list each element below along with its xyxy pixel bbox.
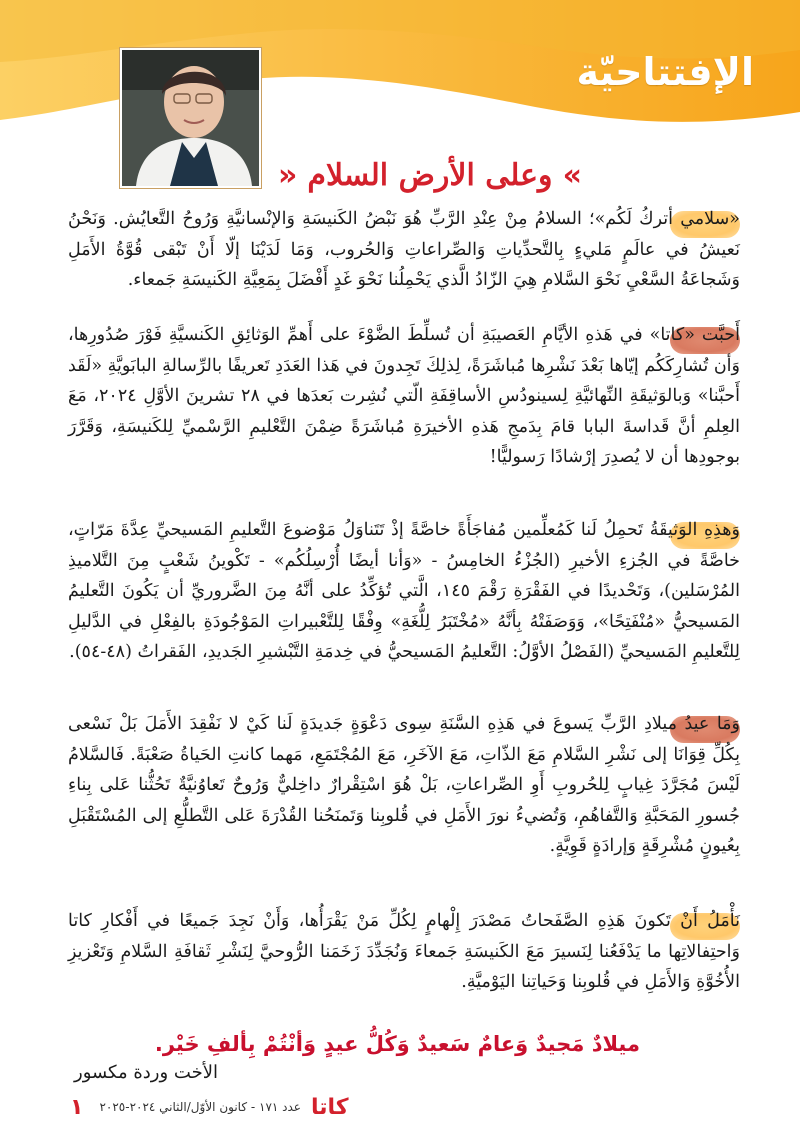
section-title: الإفتتاحيّة bbox=[576, 50, 754, 94]
headline-open-marks: » bbox=[562, 158, 582, 193]
paragraph-4: وَمَا عيدُ ميلادِ الرَّبِّ يَسوعَ في هَذِهِ السَّنَةِ سِوى دَعْوَةٍ جَديدَةٍ لَنا كَيْ لا نَفْقِدَ الأَمَلَ بَلْ نَسْعى بِكُلِّ قِوَانَا إلى نَشْرِ السَّلامِ مَعَ الذّاتِ، مَعَ الآخَرِ، مَعَ المُجْتَمَعِ، مَهما كانتِ الحَياةُ صَعْبَةً. فَالسَّلامُ لَيْسَ مُجَرَّدَ غِيابٍ لِلحُروبِ أَوِ الصِّراعاتِ، بَلْ هُوَ اسْتِقْرارٌ داخِليٌّ وَرُوحٌ تَعاوُنيَّةٌ تَحُثُّنا عَلى بِناءِ جُسورِ المَحَبَّةِ وَالتَّفاهُمِ، وَتُضيءُ نورَ الأَمَلِ في قُلوبِنا وَتَمنَحُنا القُدْرَةَ عَلى التَّطلُّعِ إلى المُسْتَقْبَلِ بِعُيونٍ مُشْرِقَةٍ وَإرادَةٍ قَوِيَّةٍ. bbox=[68, 714, 740, 857]
paragraph-1: «سلامي أتركُ لَكُم»؛ السلامُ مِنْ عِنْدِ الرَّبِّ هُوَ نَبْضُ الكَنيسَةِ وَالإنْسانيَّةِ وَرُوحُ التَّعايُش. وَنَحْنُ نَعيشُ في عالَمٍ مَليءٍ بِالتَّحدِّياتِ وَالصِّراعاتِ وَالحُروب، وَمَا لَدَيْنَا إلّا أَنْ تَبْقى قُوَّةُ الأَمَلِ وَشَجاعَةُ السَّعْيِ نَحْوَ السَّلامِ هِيَ الزّادُ الَّذي يَحْمِلُنا نَحْوَ غَدٍ أَفْضَلَ بِمَعِيَّةِ الكَنيسَةِ جَمعاء. bbox=[68, 209, 740, 291]
paragraph-3: وَهذِهِ الوَثيقَةُ تَحمِلُ لَنا كَمُعلِّمين مُفاجَأَةً خاصَّةً إذْ تَتَناوَلُ مَوْضوعَ التَّعليمِ المَسيحيِّ عِدَّةَ مَرّاتٍ، خاصَّةً في الجُزءِ الأخيرِ (الجُزْءُ الخامِسُ - «وَأنا أيضًا أُرْسِلُكُم» - تَكْوينُ شَعْبٍ مِنَ التَّلاميذِ المُرْسَلين)، وَتَحْديدًا في الفَقْرَةِ رَقْمَ ١٤٥، الَّتي تُؤكِّدُ على أنَّهُ مِنَ الضَّروريِّ أن يَكُونَ التَّعليمُ المَسيحيُّ «مُنْفَتِحًا»، وَوَصَفَتْهُ بِأنَّهُ «مُخْتَبَرُ لِلُّغَةِ» وِفْقًا لِلتَّعْبيراتِ المَوْجُودَةِ بالفِعْلِ في الدَّليلِ لِلتَّعليمِ المَسيحيِّ (الفَصْلُ الأوَّلُ: التَّعليمُ المَسيحيُّ في خِدمَةِ التَّبْشيرِ الجَديدِ، الفَقراتُ (٤٨-٥٤). bbox=[68, 520, 740, 663]
page-footer bbox=[70, 1093, 349, 1121]
christmas-greeting: ميلادٌ مَجيدٌ وَعامٌ سَعيدٌ وَكُلُّ عيدٍ وَأنْتُمْ بِألفِ خَيْر. bbox=[154, 1032, 640, 1056]
brand-logo: كاتا bbox=[310, 1094, 349, 1120]
paragraph-2: أَحبَّت «كاتا» في هَذهِ الأيَّامِ العَصيبَةِ أن تُسلِّطَ الضَّوْءَ على أَهمِّ الوَثائِقِ الكَنسيَّةِ فَوْرَ صُدُورِها، وَأن تُشارِكَكُم إيّاها بَعْدَ نَشْرِها مُباشَرَةً، لِذلِكَ تَجِدونَ في هَذا العَدَدِ تَعريفًا بالرِّسالةِ البابَويَّةِ «لَقَد أَحبَّنا» وَبالوَثيقَةِ النِّهائيَّةِ لِسينودُسِ الأساقِفَةِ الّتي نُشِرت بَعدَها في ٢٨ تشرينَ الأوَّلِ ٢٠٢٤، مَعَ العِلمِ أنَّ قَداسةَ البابا قامَ بِدَمجِ هَذهِ الأخيرَةِ مُباشَرَةً ضِمْنَ التَّعْليمِ الرَّسْميِّ لِلكَنيسَةِ، وَقَرَّرَ بوجودِها أن لا يُصدِرَ إرْشادًا رَسوليًّا! bbox=[68, 325, 740, 468]
headline-close-marks: « bbox=[278, 158, 298, 193]
headline bbox=[210, 158, 650, 193]
page-number: ١ bbox=[70, 1094, 84, 1120]
issue-info: عدد ١٧١ - كانون الأوّل/الثاني ٢٠٢٤-٢٠٢٥ bbox=[99, 1100, 301, 1114]
paragraph-5: نَأْمَلُ أَنْ تَكونَ هَذِهِ الصَّفَحاتُ مَصْدَرَ إِلْهامٍ لِكُلِّ مَنْ يَقْرَأُها، وَأَنْ نَجِدَ جَميعًا في أَفْكارِ كاتا وَاحتِفالاتِها ما يَدْفَعُنا لِنَسيرَ مَعَ الكَنيسَةِ جَمعاءَ وَنُجَدِّدَ زَخَمَنا الرُّوحيَّ لِنَشْرِ ثَقافَةِ السَّلامِ وَتَعْزيزِ الأُخُوَّةِ وَالأَمَلِ في قُلوبِنا وَحَياتِنا اليَوْميَّةِ. bbox=[68, 911, 740, 993]
headline-text: وعلى الأرض السلام bbox=[307, 158, 553, 193]
author-signature: الأخت وردة مكسور bbox=[74, 1062, 218, 1083]
